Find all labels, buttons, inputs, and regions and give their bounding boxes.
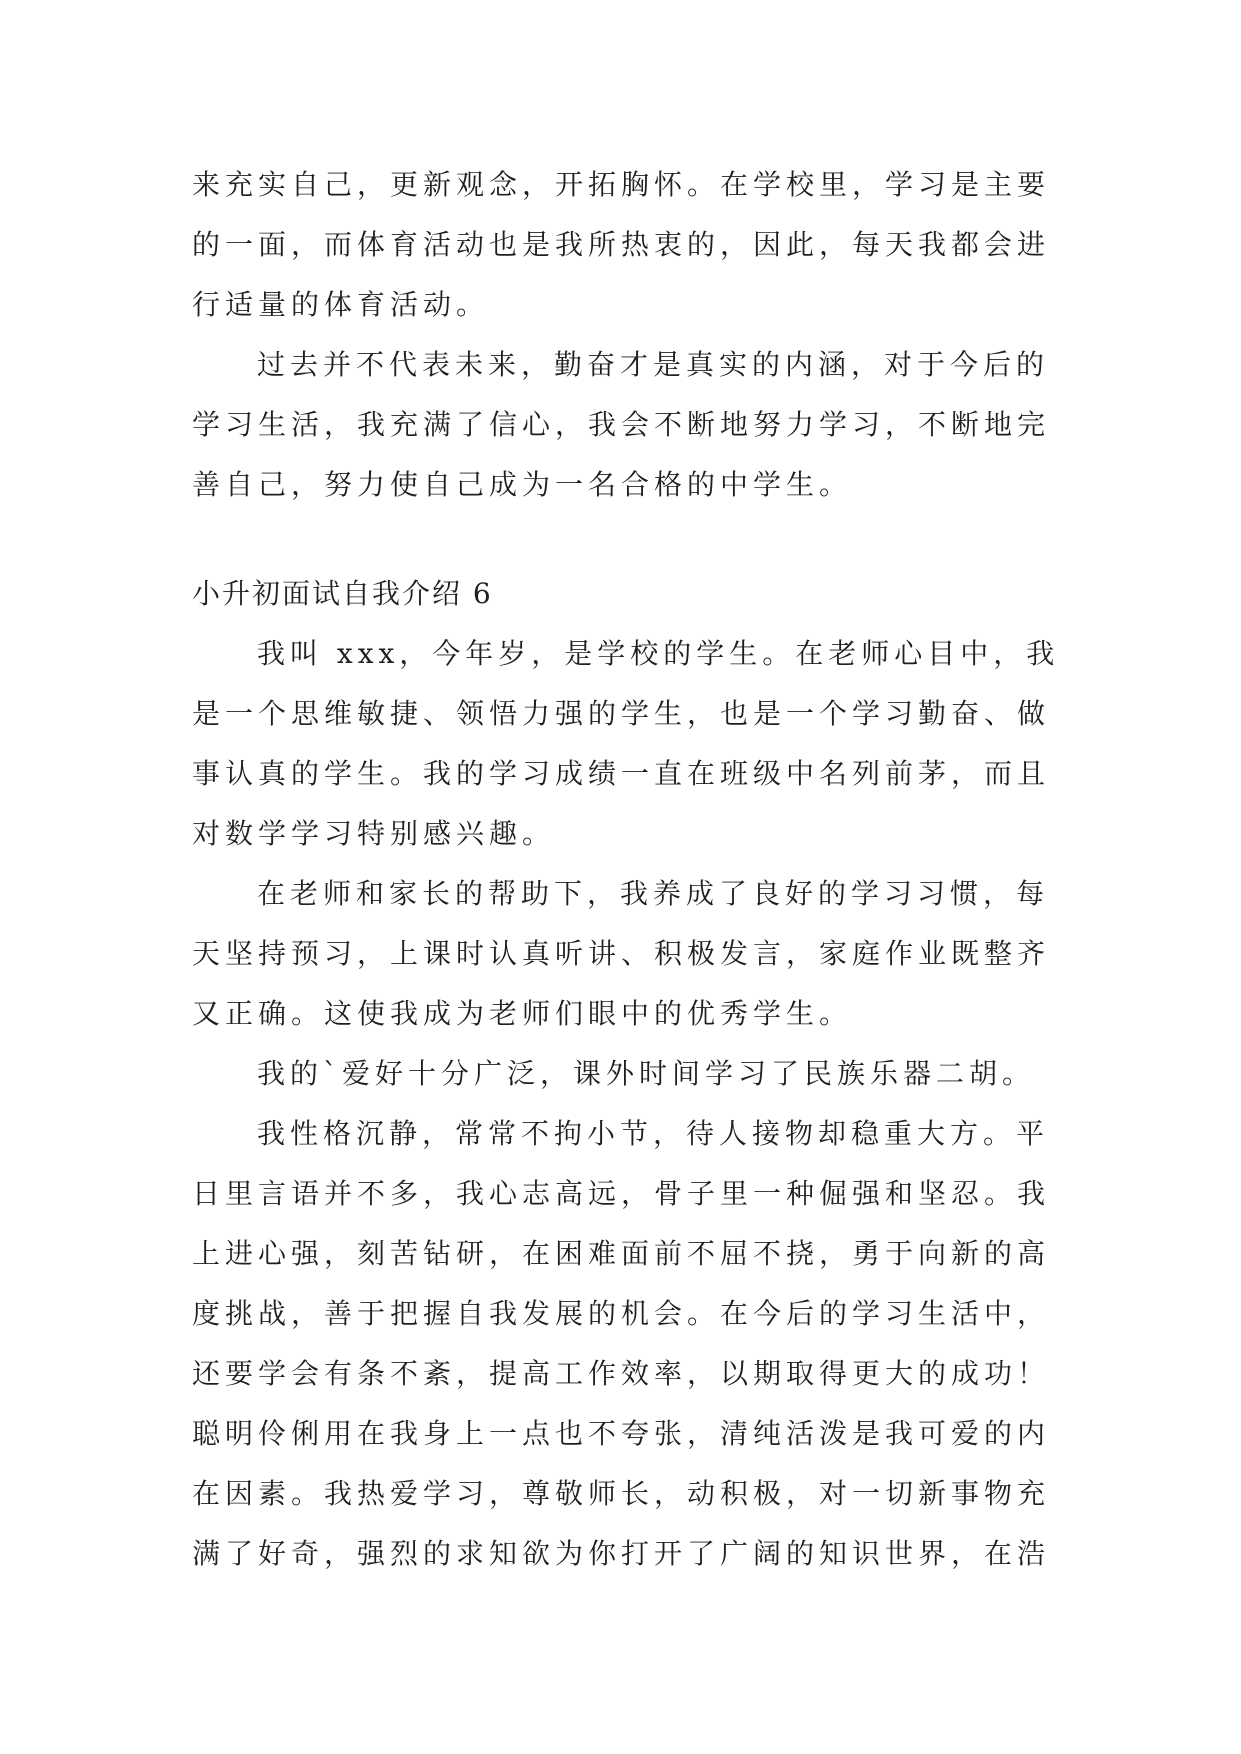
text-line: 对数学学习特别感兴趣。 — [192, 817, 556, 850]
text-line: 过去并不代表未来，勤奋才是真实的内涵，对于今后的 — [257, 348, 1050, 381]
text-line: 在老师和家长的帮助下，我养成了良好的学习习惯，每 — [257, 877, 1050, 910]
text-line: 事认真的学生。我的学习成绩一直在班级中名列前茅，而且 — [192, 757, 1051, 790]
text-line: 善自己，努力使自己成为一名合格的中学生。 — [192, 468, 853, 501]
text-line: 满了好奇，强烈的求知欲为你打开了广阔的知识世界，在浩 — [192, 1537, 1051, 1570]
text-line: 我叫 xxx，今年岁，是学校的学生。在老师心目中，我 — [257, 637, 1060, 670]
text-line: 是一个思维敏捷、领悟力强的学生，也是一个学习勤奋、做 — [192, 697, 1051, 730]
text-line: 来充实自己，更新观念，开拓胸怀。在学校里，学习是主要 — [192, 168, 1051, 201]
text-line: 日里言语并不多，我心志高远，骨子里一种倔强和坚忍。我 — [192, 1177, 1051, 1210]
text-line: 行适量的体育活动。 — [192, 288, 490, 321]
text-line: 在因素。我热爱学习，尊敬师长，动积极，对一切新事物充 — [192, 1477, 1051, 1510]
text-line: 度挑战，善于把握自我发展的机会。在今后的学习生活中， — [192, 1297, 1051, 1330]
text-line: 学习生活，我充满了信心，我会不断地努力学习，不断地完 — [192, 408, 1051, 441]
text-line: 又正确。这使我成为老师们眼中的优秀学生。 — [192, 997, 853, 1030]
text-line: 我的`爱好十分广泛，课外时间学习了民族乐器二胡。 — [257, 1057, 1036, 1090]
text-line: 我性格沉静，常常不拘小节，待人接物却稳重大方。平 — [257, 1117, 1050, 1150]
previous-section-text — [192, 155, 1052, 515]
text-line: 的一面，而体育活动也是我所热衷的，因此，每天我都会进 — [192, 228, 1051, 261]
text-line: 还要学会有条不紊，提高工作效率，以期取得更大的成功！ — [192, 1357, 1051, 1390]
section-6-text — [192, 624, 1060, 1584]
section-heading: 小升初面试自我介绍 6 — [192, 577, 493, 610]
text-line: 天坚持预习，上课时认真听讲、积极发言，家庭作业既整齐 — [192, 937, 1051, 970]
text-line: 上进心强，刻苦钻研，在困难面前不屈不挠，勇于向新的高 — [192, 1237, 1051, 1270]
text-line: 聪明伶俐用在我身上一点也不夸张，清纯活泼是我可爱的内 — [192, 1417, 1051, 1450]
